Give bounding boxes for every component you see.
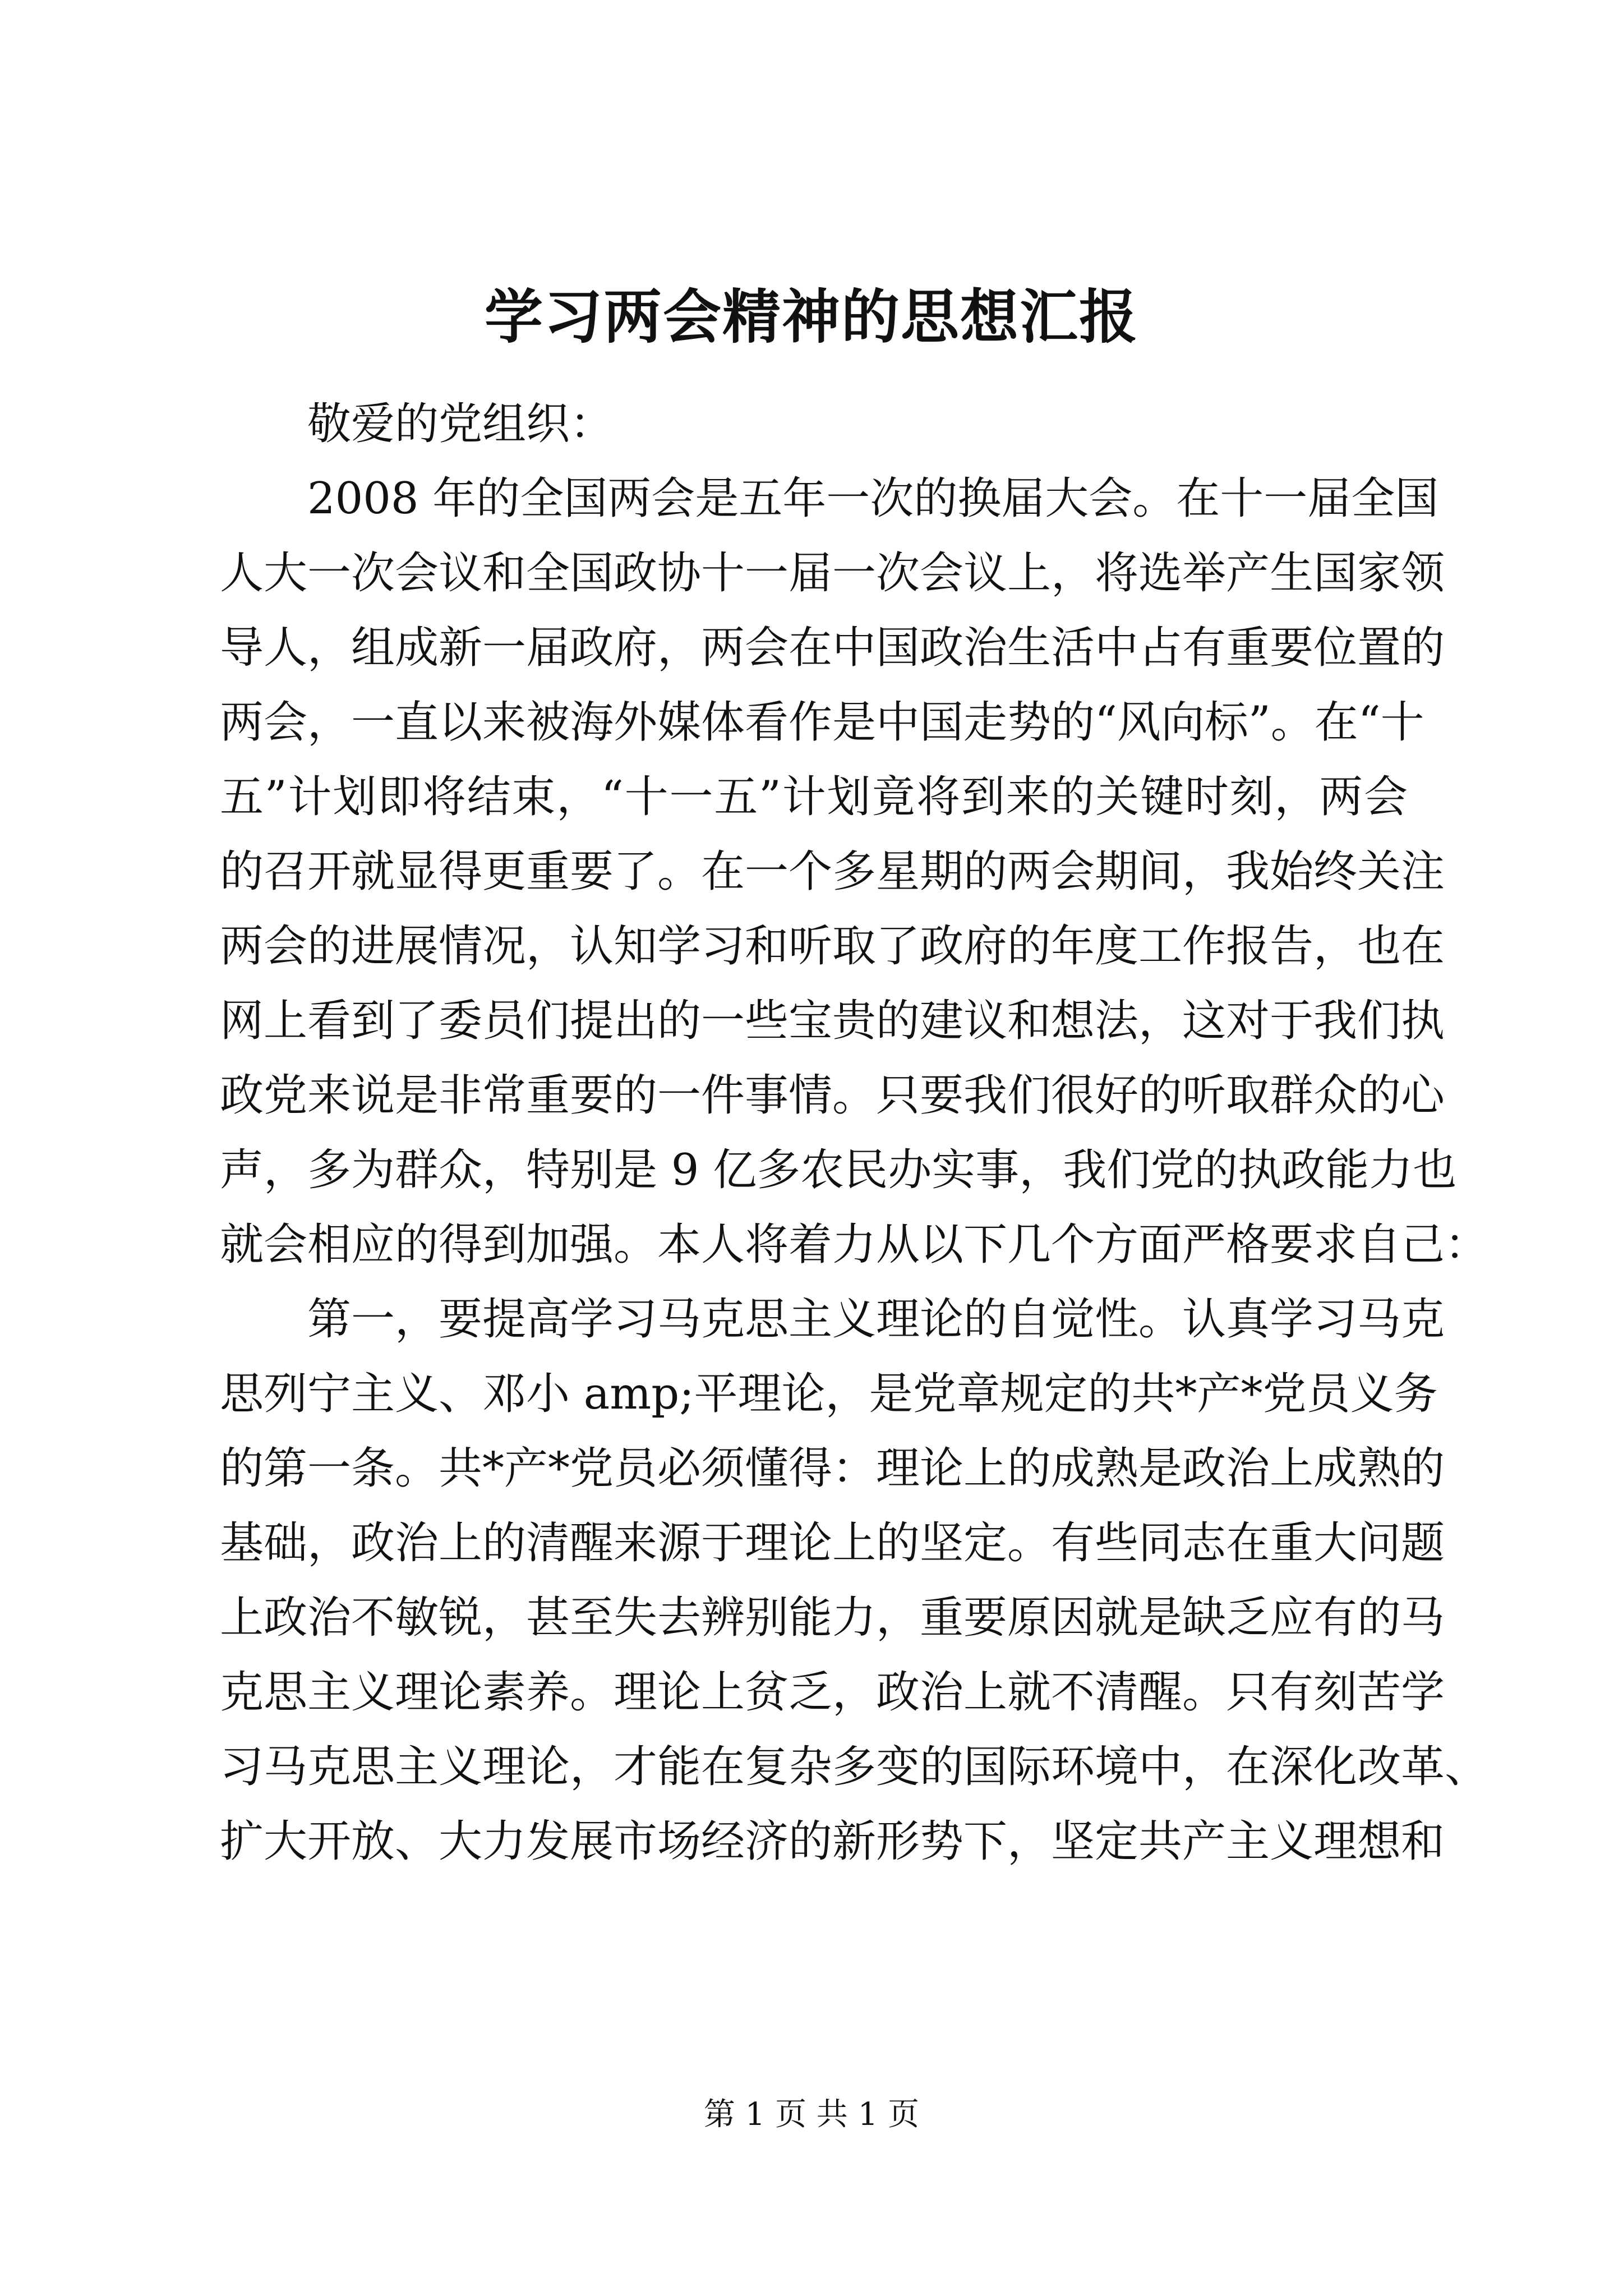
document-title: 学习两会精神的思想汇报 [484,282,1138,351]
salutation: 敬爱的党组织： [307,399,614,449]
paragraph-line: 人大一次会议和全国政协十一届一次会议上，将选举产生国家领 [220,548,1445,599]
paragraph-line: 上政治不敏锐，甚至失去辨别能力，重要原因就是缺乏应有的马 [220,1593,1445,1643]
paragraph-line: 政党来说是非常重要的一件事情。只要我们很好的听取群众的心 [220,1070,1445,1121]
paragraph-line: 第一，要提高学习马克思主义理论的自觉性。认真学习马克 [307,1294,1445,1345]
paragraph-1 [220,462,1489,1282]
paragraph-line: 两会，一直以来被海外媒体看作是中国走势的“风向标”。在“十 [220,697,1424,748]
paragraph-line: 导人，组成新一届政府，两会在中国政治生活中占有重要位置的 [220,623,1445,673]
paragraph-line: 的召开就显得更重要了。在一个多星期的两会期间，我始终关注 [220,846,1445,897]
paragraph-line: 声，多为群众，特别是 9 亿多农民办实事，我们党的执政能力也 [220,1145,1457,1195]
paragraph-line: 扩大开放、大力发展市场经济的新形势下，坚定共产主义理想和 [220,1816,1445,1867]
paragraph-line: 思列宁主义、邓小 amp;平理论，是党章规定的共*产*党员义务 [220,1369,1438,1419]
paragraph-line: 的第一条。共*产*党员必须懂得：理论上的成熟是政治上成熟的 [220,1443,1445,1494]
document-body [220,387,1489,1879]
paragraph-line: 基础，政治上的清醒来源于理论上的坚定。有些同志在重大问题 [220,1518,1445,1568]
page-footer: 第 1 页 共 1 页 [703,2096,920,2133]
paragraph-line: 习马克思主义理论，才能在复杂多变的国际环境中，在深化改革、 [220,1742,1489,1792]
paragraph-line: 两会的进展情况，认知学习和听取了政府的年度工作报告，也在 [220,921,1445,972]
paragraph-line: 五”计划即将结束，“十一五”计划竟将到来的关键时刻，两会 [220,772,1408,822]
paragraph-line: 2008 年的全国两会是五年一次的换届大会。在十一届全国 [307,473,1439,524]
paragraph-2 [220,1282,1489,1879]
paragraph-line: 克思主义理论素养。理论上贫乏，政治上就不清醒。只有刻苦学 [220,1667,1445,1718]
paragraph-line: 网上看到了委员们提出的一些宝贵的建议和想法，这对于我们执 [220,996,1445,1046]
paragraph-line: 就会相应的得到加强。本人将着力从以下几个方面严格要求自己： [220,1220,1489,1270]
